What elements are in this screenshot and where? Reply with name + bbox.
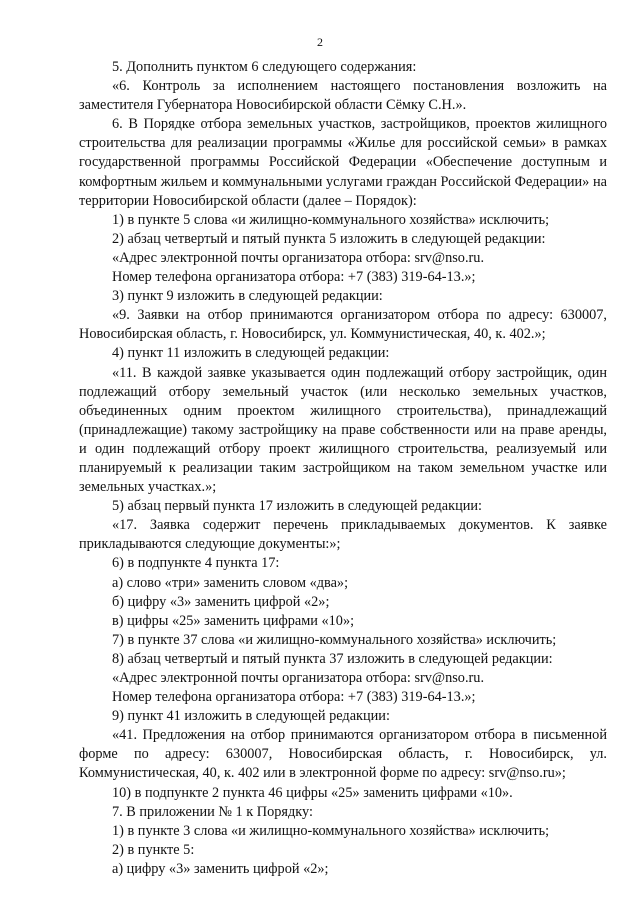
paragraph: «11. В каждой заявке указывается один подлежащий отбору застройщик, один подлежащий отбору земельный участок (или несколько земельных участков, объединенных одним проектом жилищного строительства), принадлежащий (принадлежащие) такому застройщику на праве собственности или на праве аренды, и один подлежащий отбору проект жилищного строительства, реализуемый или планируемый к реализации таким застройщиком на таком земельном участке или земельных участках.»; — [79, 364, 607, 496]
page-number: 2 — [317, 35, 323, 49]
paragraph: 6. В Порядке отбора земельных участков, застройщиков, проектов жилищного строительства для реализации программы «Жилье для российской семьи» в рамках государственной программы Российской Федерации «Обеспечение доступным и комфортным жильем и коммунальными услугами граждан Российской Федерации» на территории Новосибирской области (далее – Порядок): — [79, 116, 607, 209]
paragraph: 5) абзац первый пункта 17 изложить в следующей редакции: — [112, 498, 483, 515]
paragraph: «Адрес электронной почты организатора отбора: srv@nso.ru. — [112, 670, 485, 686]
paragraph: «6. Контроль за исполнением настоящего постановления возложить на заместителя Губернатора Новосибирской области Сёмку С.Н.». — [79, 78, 607, 114]
paragraph: «17. Заявка содержит перечень прикладываемых документов. К заявке прикладываются следующие документы:»; — [79, 517, 607, 553]
paragraph: б) цифру «3» заменить цифрой «2»; — [112, 593, 330, 610]
paragraph: 10) в подпункте 2 пункта 46 цифры «25» заменить цифрами «10». — [112, 784, 513, 801]
paragraph: «9. Заявки на отбор принимаются организатором отбора по адресу: 630007, Новосибирская область, г. Новосибирск, ул. Коммунистическая, 40, к. 402.»; — [79, 307, 607, 343]
paragraph: 4) пункт 11 изложить в следующей редакции: — [112, 345, 390, 362]
paragraph: Номер телефона организатора отбора: +7 (383) 319-64-13.»; — [112, 269, 476, 286]
paragraph: 7) в пункте 37 слова «и жилищно-коммунального хозяйства» исключить; — [112, 631, 557, 648]
paragraph: 1) в пункте 3 слова «и жилищно-коммунального хозяйства» исключить; — [112, 822, 550, 839]
paragraph: 8) абзац четвертый и пятый пункта 37 изложить в следующей редакции: — [112, 650, 553, 667]
paragraph: 5. Дополнить пунктом 6 следующего содержания: — [112, 59, 417, 75]
paragraph: 2) абзац четвертый и пятый пункта 5 изложить в следующей редакции: — [112, 230, 546, 247]
paragraph: «41. Предложения на отбор принимаются организатором отбора в письменной форме по адресу: 630007, Новосибирская область, г. Новосибирск, ул. Коммунистическая, 40, к. 402 или в электронной форме по адресу: srv@nso.ru»; — [79, 727, 607, 782]
paragraph: «Адрес электронной почты организатора отбора: srv@nso.ru. — [112, 249, 485, 266]
paragraph: а) цифру «3» заменить цифрой «2»; — [112, 860, 329, 877]
paragraph: Номер телефона организатора отбора: +7 (383) 319-64-13.»; — [112, 689, 476, 706]
paragraph: 1) в пункте 5 слова «и жилищно-коммунального хозяйства» исключить; — [112, 211, 550, 228]
paragraph: 9) пункт 41 изложить в следующей редакции: — [112, 708, 390, 725]
paragraph: в) цифры «25» заменить цифрами «10»; — [112, 612, 355, 629]
paragraph: 7. В приложении № 1 к Порядку: — [112, 803, 313, 820]
paragraph: 6) в подпункте 4 пункта 17: — [112, 555, 280, 572]
document-body — [79, 58, 607, 879]
paragraph: а) слово «три» заменить словом «два»; — [112, 574, 349, 591]
paragraph: 3) пункт 9 изложить в следующей редакции: — [112, 288, 383, 305]
paragraph: 2) в пункте 5: — [112, 841, 195, 858]
